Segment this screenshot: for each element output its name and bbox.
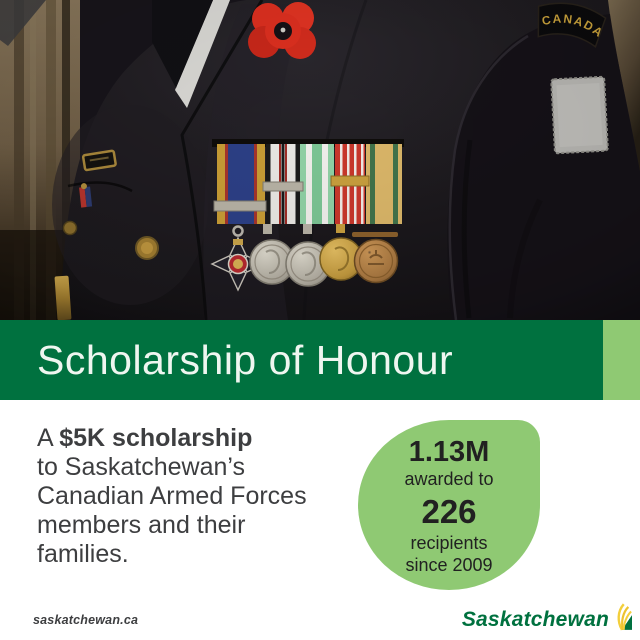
- stat-badge: [358, 420, 540, 590]
- description-line-2: to Saskatchewan’s: [37, 453, 245, 481]
- description-line-4: members and their: [37, 511, 246, 539]
- description-line-3: Canadian Armed Forces: [37, 482, 307, 510]
- stat-amount: 1.13M: [408, 435, 490, 468]
- stat-recipients-label: recipients: [410, 532, 488, 553]
- saskatchewan-logo: [462, 602, 632, 633]
- wheat-sheaf-icon: [610, 602, 632, 632]
- banner-accent-strip: [603, 320, 640, 400]
- website-url: saskatchewan.ca: [33, 613, 139, 627]
- page-title: Scholarship of Honour: [37, 337, 454, 383]
- stat-amount-label: awarded to: [404, 468, 494, 489]
- saskatchewan-logo-text: Saskatchewan: [461, 608, 609, 631]
- stat-recipients-count: 226: [421, 492, 477, 530]
- title-banner: [0, 320, 640, 400]
- description: [37, 424, 367, 569]
- stat-since-label: since 2009: [405, 554, 493, 575]
- description-highlight: $5K scholarship: [59, 424, 253, 452]
- description-line-1: A $5K scholarship: [37, 424, 253, 452]
- content-area: [0, 400, 640, 640]
- description-line-5: families.: [37, 540, 129, 568]
